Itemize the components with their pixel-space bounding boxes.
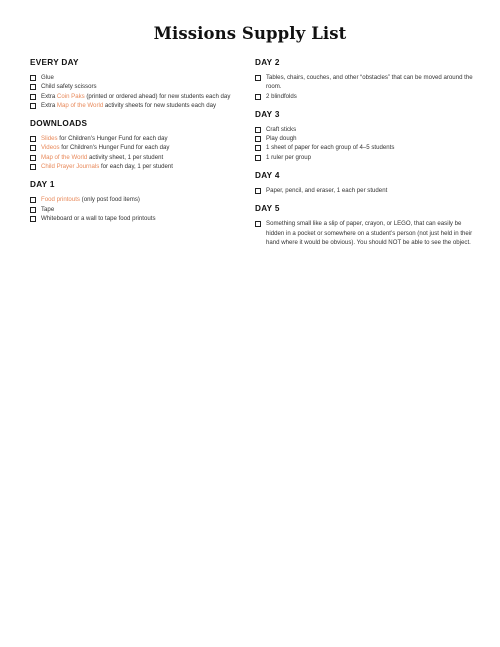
item-text [41, 134, 245, 143]
list-item [255, 125, 473, 134]
list-item [255, 92, 473, 101]
list-item [30, 162, 245, 171]
checkbox[interactable] [255, 94, 261, 100]
section-heading: DOWNLOADS [30, 119, 88, 129]
list-item [30, 195, 245, 204]
section-day-2 [255, 57, 473, 101]
checkbox[interactable] [30, 164, 36, 170]
item-text: Paper, pencil, and eraser, 1 each per student [266, 187, 388, 195]
section-day-3 [255, 109, 473, 162]
item-text [41, 101, 245, 110]
food-printouts-link[interactable]: Food printouts [41, 196, 80, 204]
item-text-post: activity sheets for new students each day [103, 101, 217, 109]
section-heading: EVERY DAY [30, 58, 79, 67]
right-column [255, 57, 473, 255]
checkbox[interactable] [255, 75, 261, 81]
item-text [41, 195, 245, 204]
list-item [30, 143, 245, 152]
checkbox[interactable] [255, 188, 261, 194]
section-heading: DAY 4 [255, 171, 280, 181]
item-text-post: (printed or ordered ahead) for new students each day [84, 92, 231, 100]
videos-link[interactable]: Videos [41, 144, 60, 152]
list-item [30, 92, 245, 101]
checkbox[interactable] [30, 216, 36, 222]
item-text: Something small like a slip of paper, crayon, or LEGO, that can easily be hidden in a pocket or somewhere on a student’s person (not just held in their hand where it would be obvious). You should NOT be able to see the object. [266, 220, 473, 246]
checkbox[interactable] [30, 145, 36, 151]
checkbox[interactable] [255, 221, 261, 227]
checkbox[interactable] [30, 84, 36, 90]
section-day-1 [30, 179, 245, 223]
item-text [41, 143, 245, 152]
section-heading: DAY 5 [255, 204, 280, 214]
item-text: Child safety scissors [41, 83, 97, 91]
checkbox[interactable] [30, 75, 36, 81]
map-of-the-world-link[interactable]: Map of the World [56, 101, 104, 109]
checkbox[interactable] [30, 197, 36, 203]
list-item [255, 73, 473, 92]
section-heading: DAY 2 [255, 58, 280, 67]
child-prayer-journals-link[interactable]: Child Prayer Journals [41, 163, 100, 171]
item-text-pre: Extra [41, 101, 57, 109]
item-text: Tables, chairs, couches, and other “obstacles” that can be moved around the room. [266, 74, 473, 91]
slides-link[interactable]: Slides [41, 135, 58, 143]
item-text: Tape [41, 205, 55, 213]
list-item [30, 134, 245, 143]
list-item [255, 143, 473, 152]
checkbox[interactable] [30, 94, 36, 100]
coin-paks-link[interactable]: Coin Paks [56, 92, 85, 100]
checkbox[interactable] [30, 103, 36, 109]
item-text: Craft sticks [266, 125, 297, 133]
map-of-the-world-link[interactable]: Map of the World [41, 153, 88, 161]
section-day-4 [255, 170, 473, 195]
section-every-day [30, 57, 245, 110]
list-item [30, 214, 245, 223]
item-text-post: for Children's Hunger Fund for each day [57, 135, 168, 143]
list-item [30, 153, 245, 162]
section-heading: DAY 3 [255, 109, 280, 119]
checkbox[interactable] [255, 136, 261, 142]
list-item [30, 82, 245, 91]
item-text [41, 153, 245, 162]
item-text-post: activity sheet, 1 per student [87, 153, 164, 161]
list-item [30, 101, 245, 110]
checkbox[interactable] [30, 155, 36, 161]
item-text-post: for each day, 1 per student [99, 163, 174, 171]
checkbox[interactable] [255, 155, 261, 161]
item-text-pre: Extra [41, 92, 57, 100]
item-text: Glue [41, 74, 54, 81]
item-text: Play dough [266, 135, 297, 143]
item-text [41, 92, 245, 101]
list-item [255, 153, 473, 162]
item-text-post: (only post food items) [79, 196, 140, 204]
checkbox[interactable] [30, 207, 36, 213]
item-text-post: for Children's Hunger Fund for each day [59, 144, 170, 152]
list-item [255, 134, 473, 143]
list-item [30, 205, 245, 214]
section-downloads [30, 118, 245, 171]
checkbox[interactable] [255, 127, 261, 133]
section-day-5 [255, 203, 473, 247]
item-text: Whiteboard or a wall to tape food printouts [41, 214, 156, 222]
section-heading: DAY 1 [30, 180, 55, 190]
item-text: 1 sheet of paper for each group of 4–5 students [266, 144, 395, 152]
checkbox[interactable] [255, 145, 261, 151]
page-title: Missions Supply List [153, 24, 347, 43]
item-text: 2 blindfolds [266, 92, 297, 100]
list-item [255, 219, 473, 247]
checkbox[interactable] [30, 136, 36, 142]
list-item [255, 186, 473, 195]
item-text [41, 162, 245, 171]
left-column [30, 57, 245, 231]
list-item [30, 73, 245, 82]
item-text: 1 ruler per group [266, 153, 312, 161]
